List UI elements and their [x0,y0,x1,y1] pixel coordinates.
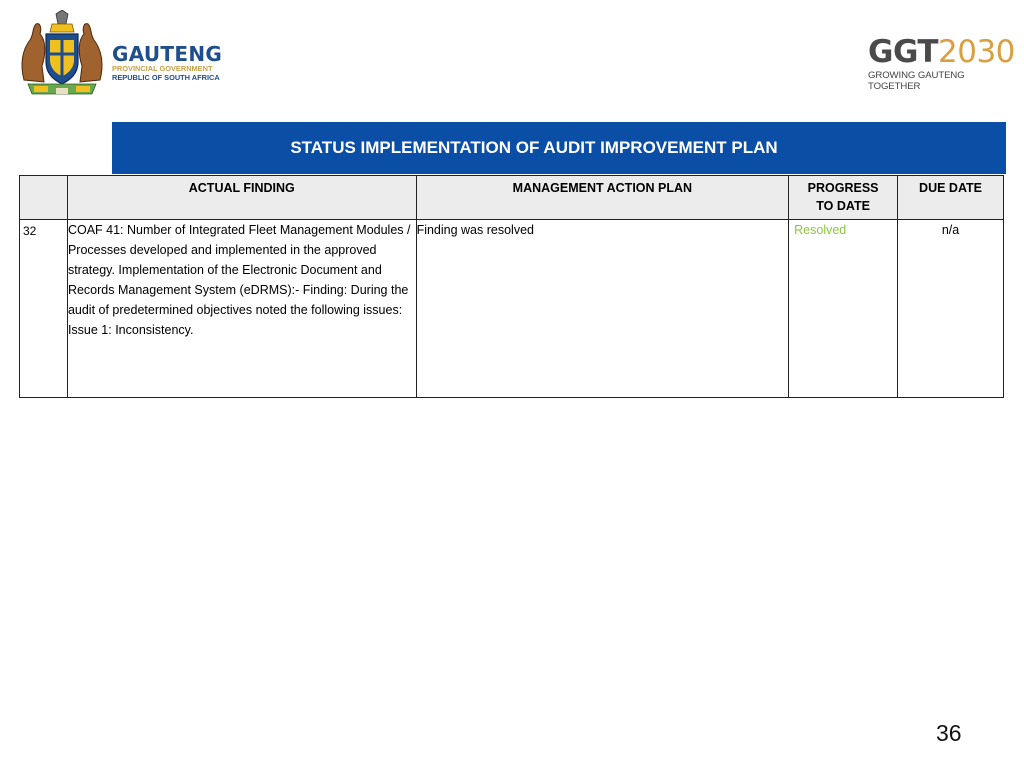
ggt-year: 2030 [938,34,1015,70]
ggt-tagline: GROWING GAUTENG TOGETHER [868,70,965,92]
table-row [20,220,1004,398]
header-progress-line1: PROGRESS [807,181,879,195]
header-progress-to-date [789,176,898,220]
title-banner [112,122,1006,174]
table-header-row [20,176,1004,220]
gauteng-logo [16,10,223,100]
audit-table [19,175,1004,398]
ggt2030-wordmark [868,34,1015,70]
header-num [20,176,68,220]
ggt-text: GGT [868,34,938,70]
coat-of-arms-icon [16,10,108,98]
header-due-date: DUE DATE [898,176,1004,220]
cell-row-number: 32 [20,220,68,398]
ggt2030-logo [868,34,1015,96]
header-actual-finding: ACTUAL FINDING [67,176,416,220]
gauteng-wordmark [112,44,222,82]
cell-management-action-plan: Finding was resolved [416,220,789,398]
banner-title: STATUS IMPLEMENTATION OF AUDIT IMPROVEMENT PLAN [290,138,778,157]
cell-due-date: n/a [898,220,1004,398]
header-progress-line2: TO DATE [816,199,870,213]
gauteng-subtitle-line1: PROVINCIAL GOVERNMENT [112,64,213,73]
page-number: 36 [936,720,962,746]
cell-progress-status: Resolved [789,220,898,398]
cell-actual-finding: COAF 41: Number of Integrated Fleet Management Modules / Processes developed and implemented in the approved strategy. Implementation of the Electronic Document and Records Management System (eDRMS):- Finding: During the audit of predetermined objectives noted the following issues: Issue 1: Inconsistency. [67,220,416,398]
header-management-action-plan: MANAGEMENT ACTION PLAN [416,176,789,220]
gauteng-name: GAUTENG [112,42,223,66]
gauteng-subtitle-line2: REPUBLIC OF SOUTH AFRICA [112,73,220,82]
